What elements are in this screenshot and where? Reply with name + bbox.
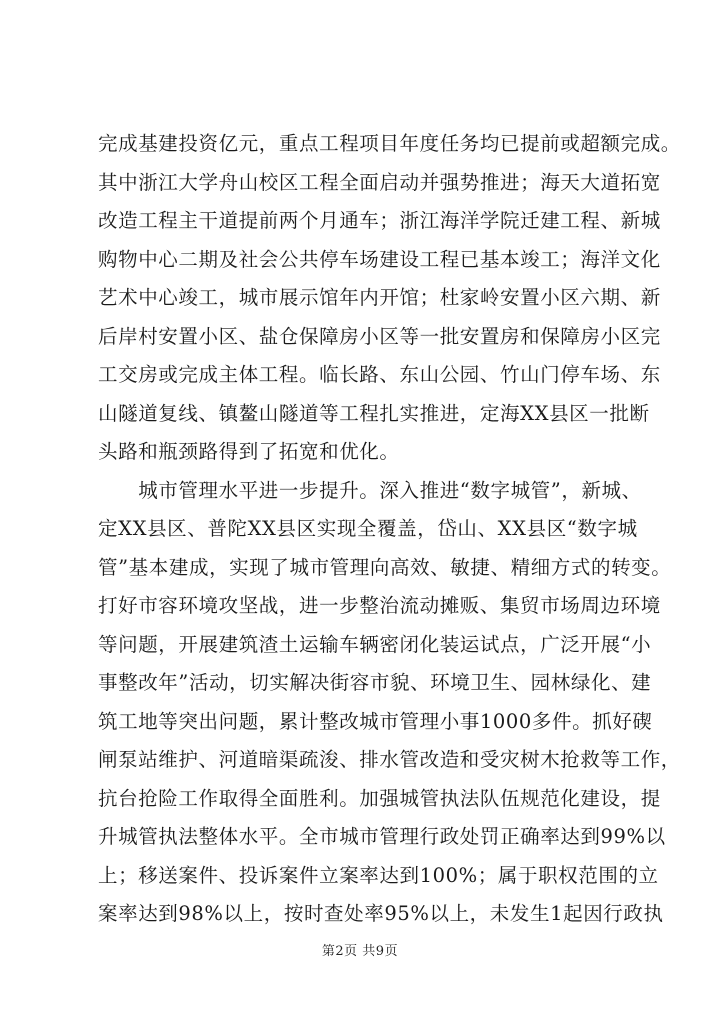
text-line: 头路和瓶颈路得到了拓宽和优化。 xyxy=(98,440,400,463)
text-line: 事整改年”活动，切实解决街容市貌、环境卫生、园林绿化、建 xyxy=(98,671,652,694)
text-line: 管”基本建成，实现了城市管理向高效、敏捷、精细方式的转变。 xyxy=(98,555,672,579)
text-line: 抗台抢险工作取得全面胜利。加强城管执法队伍规范化建设，提 xyxy=(98,786,661,810)
body-text xyxy=(98,125,681,934)
text-line: 后岸村安置小区、盐仓保障房小区等一批安置房和保障房小区完 xyxy=(98,324,661,348)
text-line: 打好市容环境攻坚战，进一步整治流动摊贩、集贸市场周边环境 xyxy=(98,594,661,617)
text-line: 案率达到98%以上，按时查处率95%以上，未发生1起因行政执 xyxy=(98,902,664,925)
text-line: 购物中心二期及社会公共停车场建设工程已基本竣工；海洋文化 xyxy=(98,247,661,271)
paragraph-start-line: 城市管理水平进一步提升。深入推进“数字城管”，新城、 xyxy=(98,478,642,502)
text-line: 等问题，开展建筑渣土运输车辆密闭化装运试点，广泛开展“小 xyxy=(98,632,652,656)
page-footer: 第2页 共9页 xyxy=(321,944,399,959)
text-line: 改造工程主干道提前两个月通车；浙江海洋学院迁建工程、新城 xyxy=(98,209,661,232)
text-line: 工交房或完成主体工程。临长路、东山公园、竹山门停车场、东 xyxy=(98,363,661,386)
text-line: 山隧道复线、镇鳌山隧道等工程扎实推进，定海XX县区一批断 xyxy=(98,401,650,425)
text-line: 上；移送案件、投诉案件立案率达到100%；属于职权范围的立 xyxy=(98,863,659,887)
text-line: 其中浙江大学舟山校区工程全面启动并强势推进；海天大道拓宽 xyxy=(98,170,661,194)
text-line: 完成基建投资亿元，重点工程项目年度任务均已提前或超额完成。 xyxy=(98,132,681,155)
text-line: 筑工地等突出问题，累计整改城市管理小事1000多件。抓好碶 xyxy=(98,709,653,733)
text-line: 定XX县区、普陀XX县区实现全覆盖，岱山、XX县区“数字城 xyxy=(98,517,638,540)
text-line: 升城管执法整体水平。全市城市管理行政处罚正确率达到99%以 xyxy=(98,825,666,848)
text-line: 闸泵站维护、河道暗渠疏浚、排水管改造和受灾树木抢救等工作， xyxy=(98,748,681,771)
text-line: 艺术中心竣工，城市展示馆年内开馆；杜家岭安置小区六期、新 xyxy=(98,286,661,309)
